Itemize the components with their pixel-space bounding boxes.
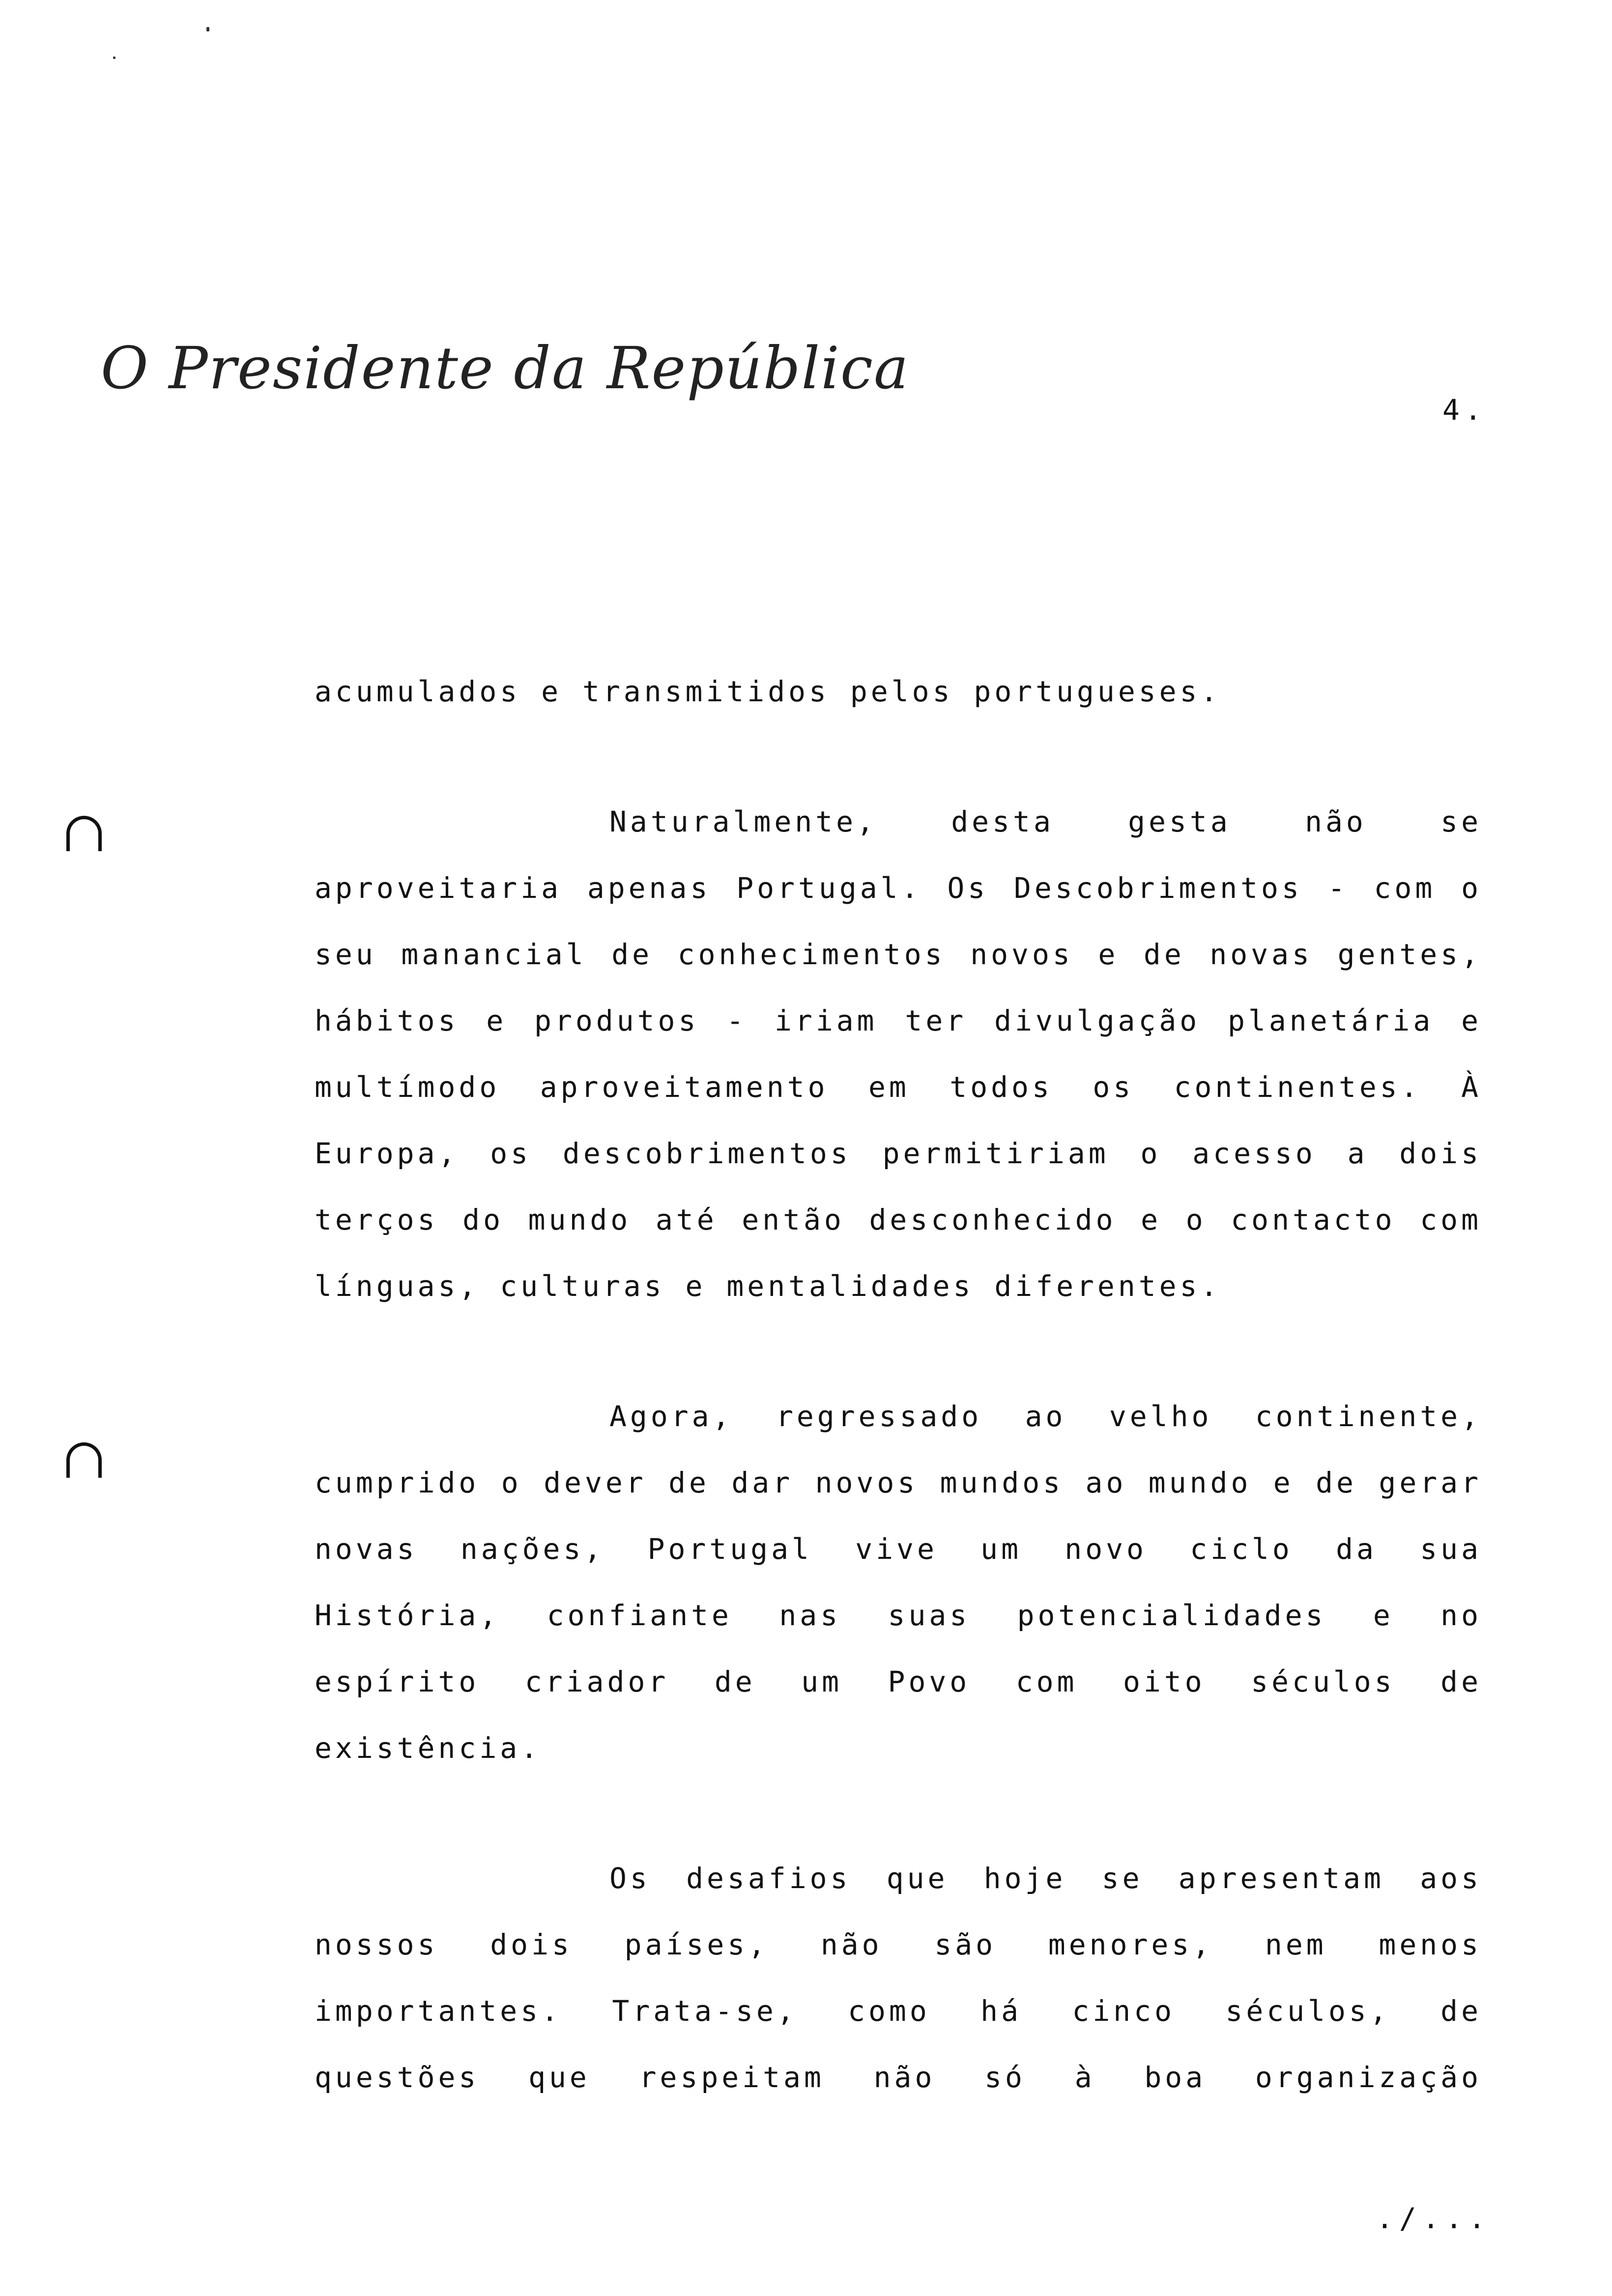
paragraph: acumulados e transmitidos pelos portugueses. (315, 675, 1221, 708)
binder-hole-mark (66, 816, 102, 851)
paragraph: Agora, regressado ao velho continente, cumprido o dever de dar novos mundos ao mundo e de gerar novas nações, Portugal vive um novo ciclo da sua História, confiante nas suas potencialidades e no espírito criador de um Povo com oito séculos de existência. (315, 1400, 1482, 1765)
document-body (315, 659, 1482, 2111)
continuation-mark: ./... (1376, 2202, 1492, 2235)
page-number: 4. (1442, 393, 1487, 427)
paragraph: Os desafios que hoje se apresentam aos nossos dois países, não são menores, nem menos importantes. Trata-se, como há cinco séculos, de questões que respeitam não só à boa organização (315, 1862, 1482, 2094)
paragraph: Naturalmente, desta gesta não se aproveitaria apenas Portugal. Os Descobrimentos - com o seu manancial de conhecimentos novos e de novas gentes, hábitos e produtos - iriam ter divulgação planetária e multímodo aproveitamento em todos os continentes. À Europa, os descobrimentos permitiriam o acesso a dois terços do mundo até então desconhecido e o contacto com línguas, culturas e mentalidades diferentes. (315, 805, 1482, 1303)
scan-speck (113, 57, 115, 59)
scan-speck (206, 27, 209, 31)
binder-hole-mark (66, 1442, 102, 1478)
letterhead: O Presidente da República (101, 334, 910, 402)
